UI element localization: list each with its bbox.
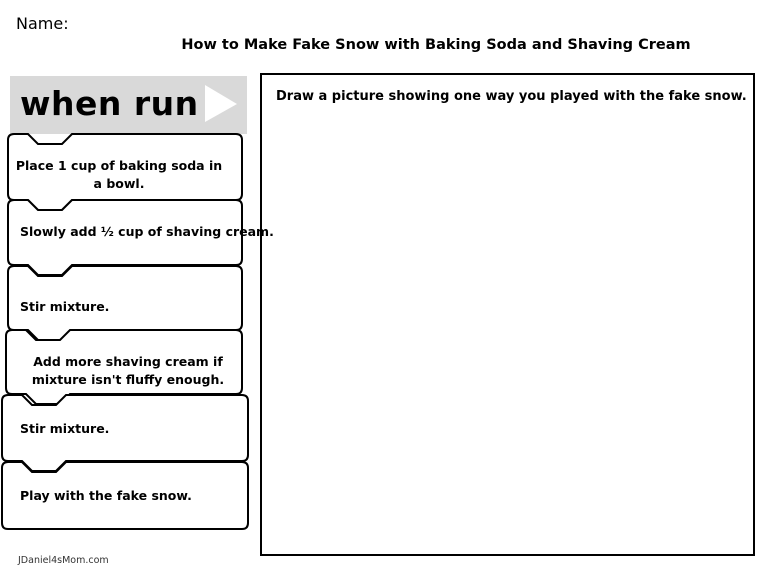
step-text-5: Stir mixture.	[20, 421, 110, 436]
step-text-6: Play with the fake snow.	[20, 488, 192, 503]
page-title: How to Make Fake Snow with Baking Soda and Shaving Cream	[181, 37, 691, 53]
step-text-4: Add more shaving cream if mixture isn't fluffy enough.	[31, 354, 225, 387]
start-block-label: when run	[20, 84, 199, 123]
drawing-area[interactable]	[260, 73, 755, 556]
drawing-prompt: Draw a picture showing one way you played with the fake snow.	[276, 89, 747, 104]
step-text-3: Stir mixture.	[20, 299, 110, 314]
step-text-2: Slowly add ½ cup of shaving cream.	[20, 224, 274, 239]
step-text-1: Place 1 cup of baking soda in a bowl.	[15, 158, 223, 191]
name-label: Name:	[16, 14, 69, 33]
footer-credit: JDaniel4sMom.com	[18, 555, 109, 566]
